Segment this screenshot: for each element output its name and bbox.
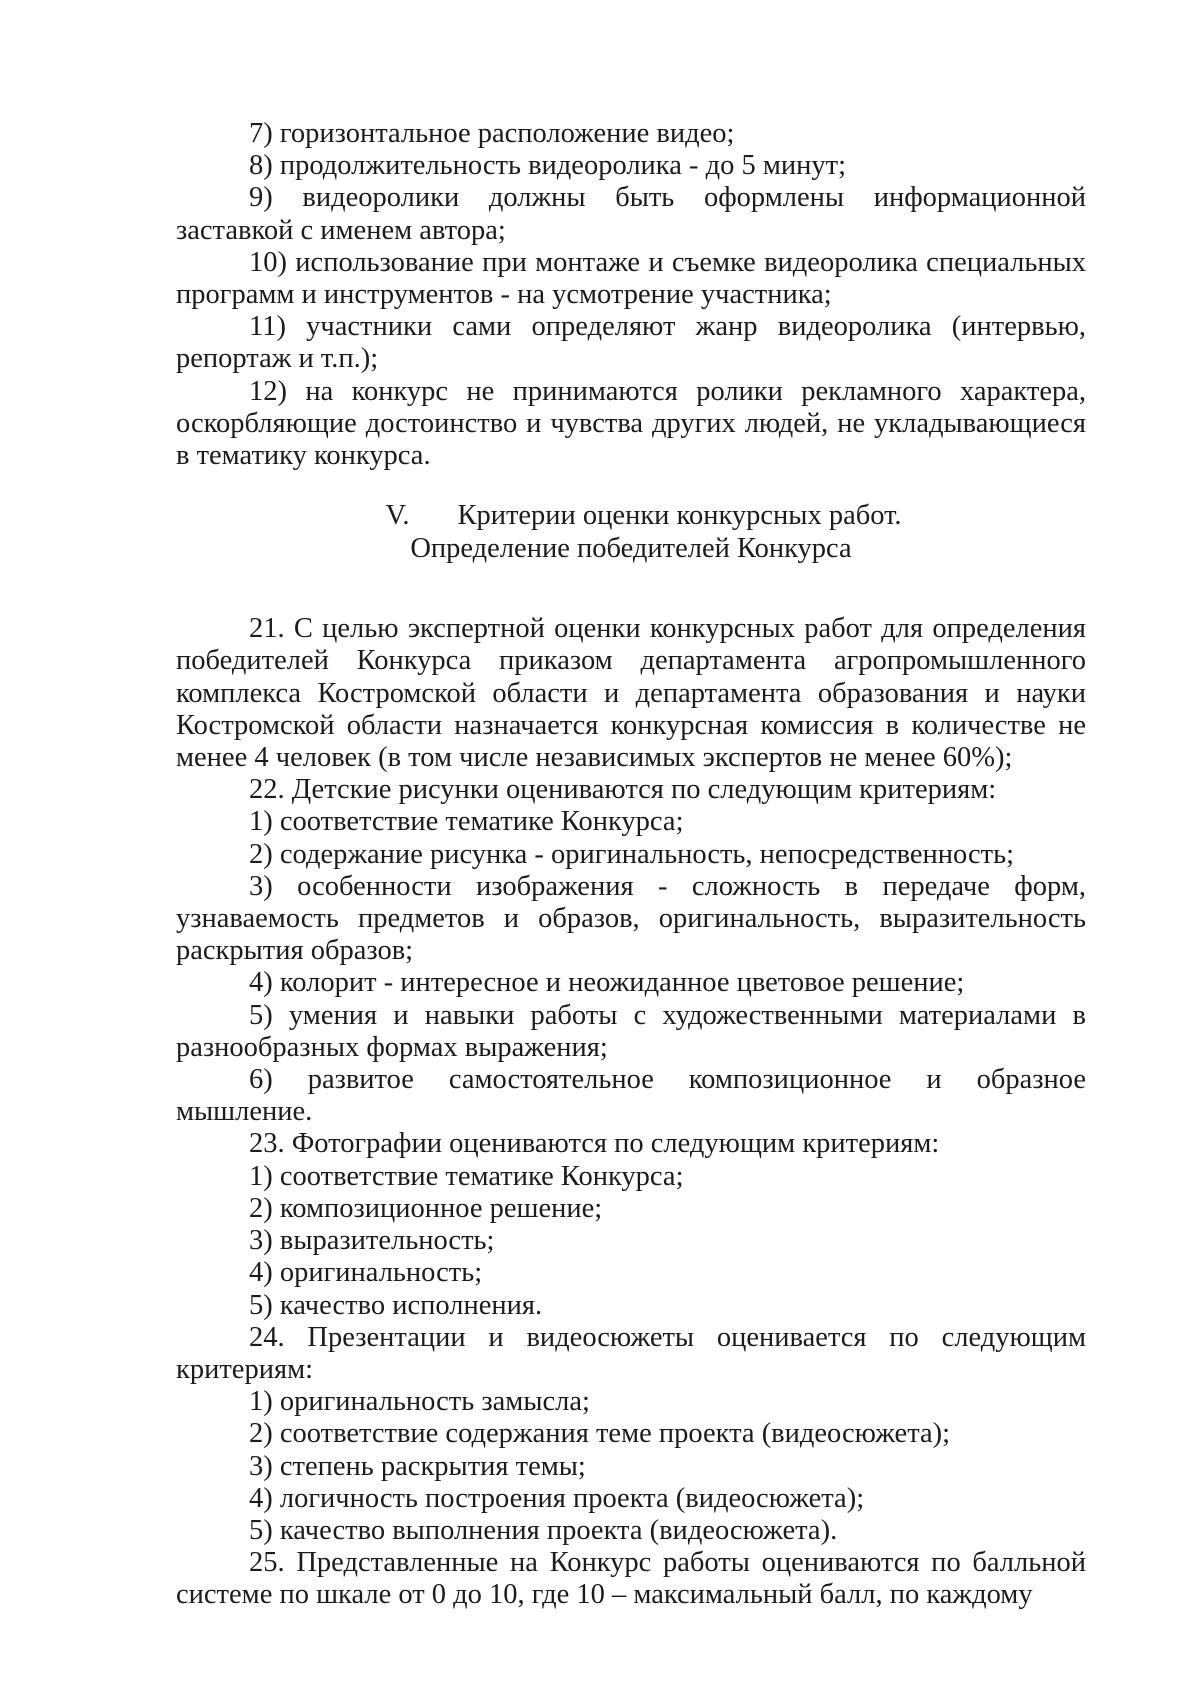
list-item: 1) соответствие тематике Конкурса; bbox=[249, 806, 684, 838]
list-item: 10) использование при монтаже и съемке видеоролика специальных программ и инструментов - на усмотрение участника; bbox=[176, 246, 1086, 311]
list-item: 3) особенности изображения - сложность в передаче форм, узнаваемость предметов и образов, оригинальность, выразительность раскрытия образов; bbox=[176, 870, 1086, 967]
paragraph-25: 25. Представленные на Конкурс работы оцениваются по балльной системе по шкале от 0 до 10, где 10 – максимальный балл, по каждому bbox=[176, 1547, 1086, 1611]
paragraph-24: 24. Презентации и видеосюжеты оценивается по следующим критериям: bbox=[176, 1321, 1086, 1385]
paragraph-23: 23. Фотографии оцениваются по следующим критериям: bbox=[249, 1128, 940, 1160]
paragraph-21: 21. С целью экспертной оценки конкурсных работ для определения победителей Конкурса приказом департамента агропромышленного комплекса Костромской области и департамента образования и науки Костромской области назначается конкурсная комиссия в количестве не менее 4 человек (в том числе независимых экспертов не менее 60%); bbox=[176, 613, 1086, 774]
document-text bbox=[176, 118, 1086, 1612]
list-item: 2) композиционное решение; bbox=[249, 1192, 603, 1224]
list-item: 12) на конкурс не принимаются ролики рекламного характера, оскорбляющие достоинство и чувства других людей, не укладывающиеся в тематику конкурса. bbox=[176, 375, 1086, 472]
list-item: 5) качество исполнения. bbox=[249, 1289, 543, 1321]
section-title-line2: Определение победителей Конкурса bbox=[410, 533, 852, 565]
list-item: 11) участники сами определяют жанр видеоролика (интервью, репортаж и т.п.); bbox=[176, 311, 1086, 375]
section-number: V. bbox=[385, 500, 410, 532]
list-item: 6) развитое самостоятельное композиционное и образное мышление. bbox=[176, 1064, 1086, 1128]
list-item: 2) содержание рисунка - оригинальность, непосредственность; bbox=[249, 838, 1014, 870]
list-item: 7) горизонтальное расположение видео; bbox=[249, 118, 735, 149]
list-item: 4) логичность построения проекта (видеосюжета); bbox=[249, 1482, 865, 1514]
list-item: 4) колорит - интересное и неожиданное цветовое решение; bbox=[249, 967, 965, 999]
list-item: 1) соответствие тематике Конкурса; bbox=[249, 1160, 684, 1192]
section-title-line1: Критерии оценки конкурсных работ. bbox=[457, 500, 902, 532]
list-item: 8) продолжительность видеоролика - до 5 минут; bbox=[249, 150, 847, 182]
list-item: 9) видеоролики должны быть оформлены информационной заставкой с именем автора; bbox=[176, 182, 1086, 246]
list-item: 3) степень раскрытия темы; bbox=[249, 1450, 586, 1482]
section-heading bbox=[176, 499, 1086, 565]
list-item: 4) оригинальность; bbox=[249, 1257, 483, 1289]
list-item: 1) оригинальность замысла; bbox=[249, 1386, 590, 1418]
list-item: 3) выразительность; bbox=[249, 1225, 495, 1257]
list-item: 2) соответствие содержания теме проекта (видеосюжета); bbox=[249, 1418, 951, 1450]
list-item: 5) качество выполнения проекта (видеосюжета). bbox=[249, 1514, 838, 1546]
paragraph-22: 22. Детские рисунки оцениваются по следующим критериям: bbox=[249, 774, 997, 806]
list-item: 5) умения и навыки работы с художественными материалами в разнообразных формах выражения; bbox=[176, 999, 1086, 1063]
